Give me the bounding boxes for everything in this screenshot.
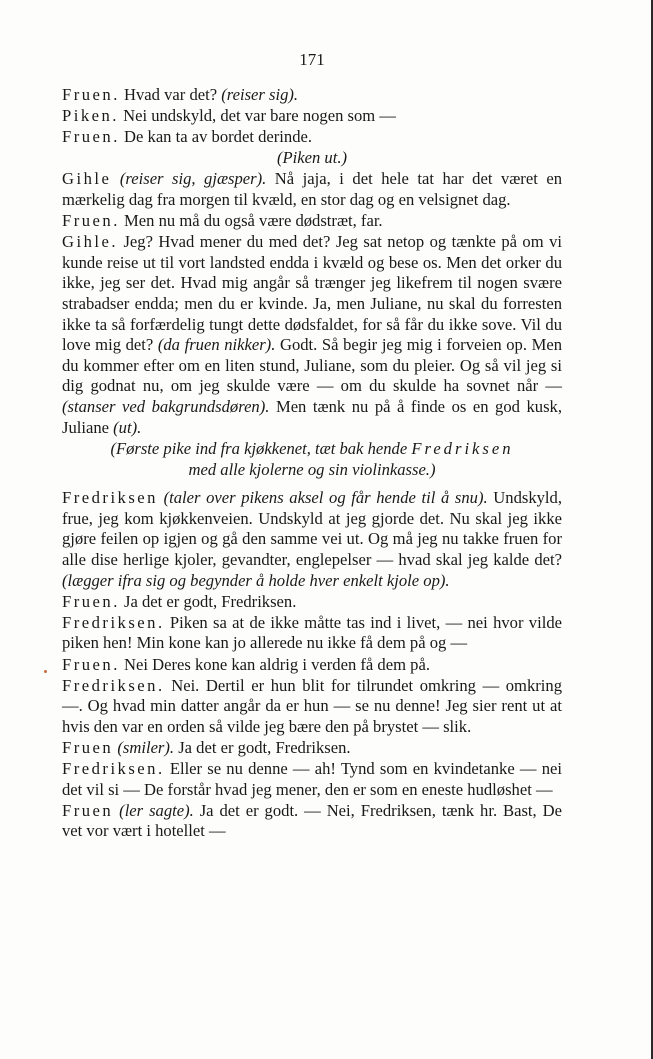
speaker-name: Piken. [62, 106, 119, 126]
ink-mark [44, 670, 47, 673]
speaker-name: Fredriksen. [62, 759, 165, 778]
stage-direction-inline: (ler sagte). [119, 800, 194, 820]
dialogue-line: Gihle. Jeg? Hvad mener du med det? Jeg sat netop og tænkte på om vi kunde reise ut til vort landsted endda i kvæld og bese os. Men det orker du ikke, jeg ser det. Hvad mig angår så trænger jeg likefrem til nogen svære strabadser endda; men du er kvinde. Ja, men Juliane, nu skal du forresten ikke ta så forfærdelig tungt dette dødsfaldet, for så får du ikke sove. Vil du love mig det? (da fruen nikker). Godt. Så begir jeg mig i forveien op. Men du kommer efter om en liten stund, Juliane, som du pleier. Og så vil jeg si dig godnat nu, om jeg skulde være — om du skulde ha sovnet når — (stanser ved bakgrundsdøren). Men tænk nu på å finde os en god kusk, Juliane (ut). [62, 232, 563, 437]
speaker-name: Fruen [62, 737, 114, 757]
direction-text: (Første pike ind fra kjøkkenet, tæt bak hende [110, 439, 412, 459]
direction-text: med alle kjolerne og sin violinkasse.) [188, 459, 436, 479]
stage-direction-inline: (da fruen nikker). [157, 335, 276, 355]
dialogue-line: Piken. Nei undskyld, det var bare nogen som — [62, 106, 396, 126]
dialogue-line: Gihle (reiser sig, gjæsper). Nå jaja, i det hele tat har det været en mærkelig dag fra morgen til kvæld, en stor dag og en velsignet dag. [62, 169, 562, 209]
speaker-name: Fredriksen. [62, 612, 165, 632]
play-text [62, 85, 562, 842]
dialogue-line: Fruen (ler sagte). Ja det er godt. — Nei, Fredriksen, tænk hr. Bast, De vet vor vært i hotellet — [62, 800, 562, 841]
stage-direction-inline: (reiser sig). [221, 85, 299, 104]
stage-direction-inline: (ut). [113, 417, 142, 437]
speaker-name: Fruen. [62, 211, 120, 231]
dialogue-line: Fruen. De kan ta av bordet derinde. [62, 127, 313, 147]
stage-direction: (Piken ut.) [276, 148, 348, 168]
speaker-name: Fredriksen. [62, 675, 165, 695]
stage-direction-inline: (reiser sig, gjæsper). [119, 169, 267, 189]
dialogue-line: Fredriksen. Nei. Dertil er hun blit for tilrundet omkring — omkring —. Og hvad min datter angår da er hun — se nu denne! Jeg sier rent ut at hvis den var en orden så vilde jeg bære den på brystet — slik. [62, 675, 562, 736]
character-name: Fredriksen [411, 439, 514, 459]
dialogue-line: Fruen (smiler). Ja det er godt, Fredriksen. [62, 737, 351, 757]
stage-direction-inline: (taler over pikens aksel og får hende til å snu). [163, 488, 488, 508]
dialogue-line: Fruen. Men nu må du også være dødstræt, far. [62, 211, 383, 231]
speaker-name: Fruen. [62, 654, 120, 674]
speaker-name: Fruen [62, 800, 114, 820]
dialogue-line: Fruen. Nei Deres kone kan aldrig i verden få dem på. [62, 654, 430, 674]
dialogue-line: Fredriksen. Piken sa at de ikke måtte tas ind i livet, — nei hvor vilde piken hen! Min kone kan jo allerede nu ikke få dem på og — [62, 612, 562, 653]
page-number: 171 [299, 50, 325, 69]
stage-direction-inline: (stanser ved bakgrundsdøren). [62, 396, 270, 416]
speaker-name: Gihle [62, 169, 112, 189]
speaker-name: Fruen. [62, 591, 120, 611]
dialogue-line: Fruen. Hvad var det? (reiser sig). [62, 85, 299, 104]
speaker-name: Fruen. [62, 85, 120, 104]
dialogue-line: Fruen. Ja det er godt, Fredriksen. [62, 591, 297, 611]
speaker-name: Gihle. [62, 232, 119, 252]
stage-direction-inline: (lægger ifra sig og begynder å holde hver enkelt kjole op). [62, 570, 450, 590]
dialogue-line: Fredriksen. Eller se nu denne — ah! Tynd som en kvindetanke — nei det vil si — De forstår hvad jeg mener, den er som en eneste hudløshet — [62, 759, 562, 799]
stage-direction-inline: (smiler). [117, 737, 175, 757]
speaker-name: Fredriksen [62, 488, 158, 508]
speaker-name: Fruen. [62, 127, 120, 147]
dialogue-line: Fredriksen (taler over pikens aksel og får hende til å snu). Undskyld, frue, jeg kom kjøkkenveien. Undskyld at jeg gjorde det. Nu skal jeg ikke gjøre feilen op igjen og gå den samme vei ut. Og må jeg nu takke fruen for alle dise herlige kjoler, gevandter, englepelser — hvad skal jeg kalde det? (lægger ifra sig og begynder å holde hver enkelt kjole op). [62, 488, 562, 590]
stage-direction [62, 439, 562, 480]
